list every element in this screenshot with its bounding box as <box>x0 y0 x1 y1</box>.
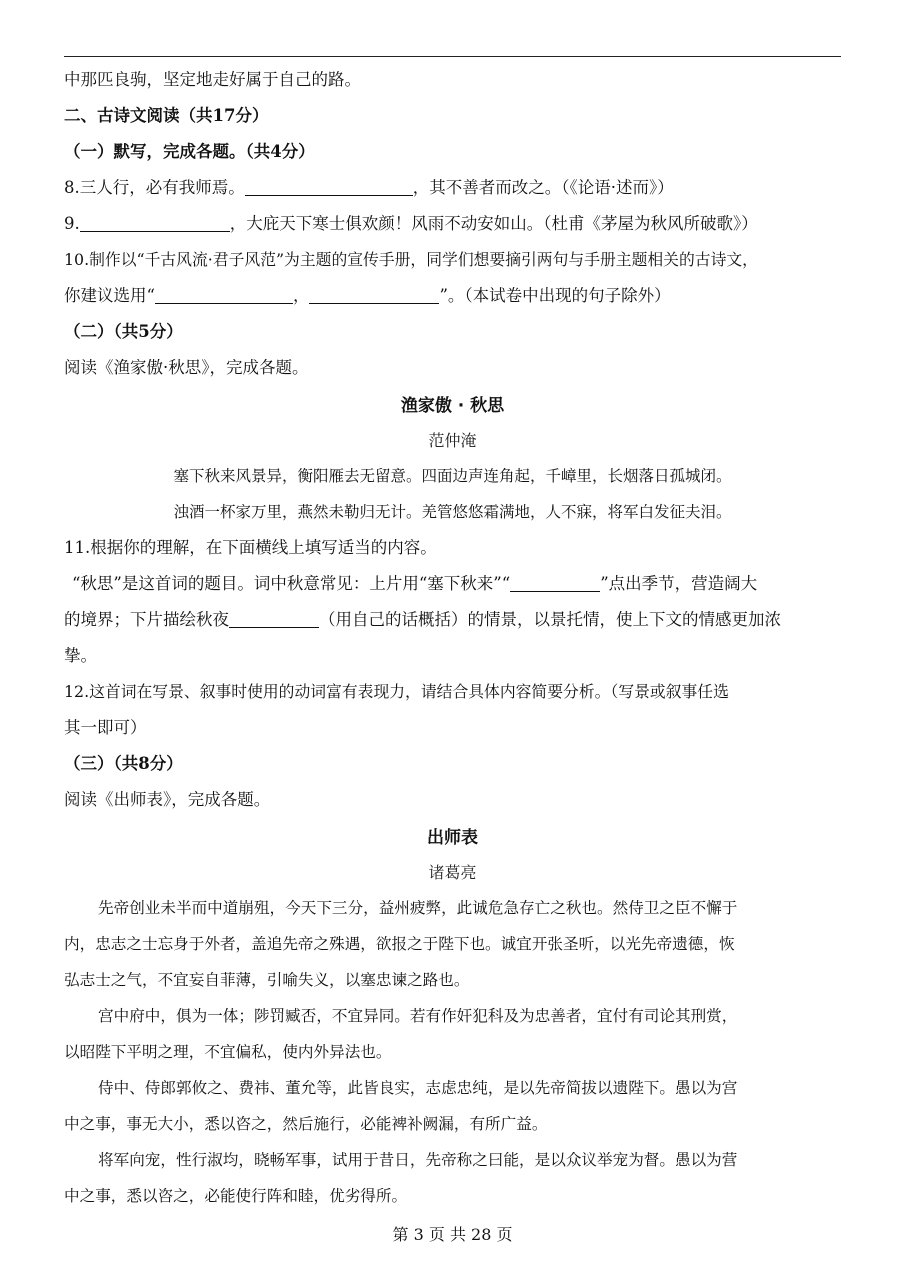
question-12-line1: 12.这首词在写景、叙事时使用的动词富有表现力，请结合具体内容简要分析。（写景或叙事任选 <box>64 682 729 701</box>
question-10-line2 <box>64 278 841 314</box>
question-text: ，其不善者而改之。（《论语·述而》） <box>412 178 674 197</box>
question-11: 11.根据你的理解，在下面横线上填写适当的内容。 <box>64 538 437 557</box>
section-heading: 二、古诗文阅读（共17分） <box>64 106 269 125</box>
text-line: 中那匹良驹，坚定地走好属于自己的路。 <box>64 70 361 89</box>
question-11-line3: 挚。 <box>64 646 97 665</box>
answer-blank[interactable] <box>80 213 230 232</box>
question-9 <box>64 206 841 242</box>
page-footer: 第 3 页 共 28 页 <box>392 1225 513 1244</box>
question-text: ， <box>292 286 310 305</box>
poem-line: 浊酒一杯家万里，燕然未勒归无计。羌管悠悠霜满地，人不寐，将军白发征夫泪。 <box>173 503 732 521</box>
question-10-line1: 10.制作以“千古风流·君子风范”为主题的宣传手册，同学们想要摘引两句与手册主题相关的古诗文， <box>64 250 758 269</box>
poem-line: 塞下秋来风景异，衡阳雁去无留意。四面边声连角起，千嶂里，长烟落日孤城闭。 <box>173 467 732 485</box>
question-text: 的境界；下片描绘秋夜 <box>64 610 229 629</box>
answer-blank[interactable] <box>309 285 439 304</box>
answer-blank[interactable] <box>510 573 600 592</box>
prose-line: 宫中府中，俱为一体；陟罚臧否，不宜异同。若有作奸犯科及为忠善者，宜付有司论其刑赏， <box>98 1007 738 1025</box>
answer-blank[interactable] <box>229 609 319 628</box>
question-text: 你建议选用“ <box>64 286 155 305</box>
answer-blank[interactable] <box>155 285 293 304</box>
header-rule <box>64 56 841 57</box>
question-text: ”。（本试卷中出现的句子除外） <box>439 286 671 305</box>
prose-line: 将军向宠，性行淑均，晓畅军事，试用于昔日，先帝称之曰能，是以众议举宠为督。愚以为营 <box>98 1151 738 1169</box>
question-text: ”点出季节，营造阔大 <box>600 574 758 593</box>
reading-instruction: 阅读《出师表》，完成各题。 <box>64 790 271 809</box>
prose-line: 先帝创业未半而中道崩殂，今天下三分，益州疲弊，此诚危急存亡之秋也。然侍卫之臣不懈于 <box>98 899 738 917</box>
question-11-line1 <box>64 566 841 602</box>
page-content <box>64 62 841 1214</box>
poem-title: 渔家傲 · 秋思 <box>400 396 505 416</box>
question-text: ，大庇天下寒士俱欢颜！风雨不动安如山。（杜甫《茅屋为秋风所破歌》） <box>229 214 758 233</box>
prose-line: 内，忠志之士忘身于外者，盖追先帝之殊遇，欲报之于陛下也。诚宜开张圣听，以光先帝遗德，恢 <box>64 935 735 953</box>
prose-author: 诸葛亮 <box>428 863 477 882</box>
prose-line: 侍中、侍郎郭攸之、费祎、董允等，此皆良实，志虑忠纯，是以先帝简拔以遗陛下。愚以为宫 <box>98 1079 738 1097</box>
answer-blank[interactable] <box>245 177 413 196</box>
reading-instruction: 阅读《渔家傲·秋思》，完成各题。 <box>64 358 309 377</box>
question-8 <box>64 170 841 206</box>
question-text: 8.三人行，必有我师焉。 <box>64 178 245 197</box>
prose-line: 中之事，悉以咨之，必能使行阵和睦，优劣得所。 <box>64 1187 408 1205</box>
prose-title: 出师表 <box>427 828 478 848</box>
part-heading: （二）（共5分） <box>64 322 183 341</box>
question-text: （用自己的话概括）的情景，以景托情，使上下文的情感更加浓 <box>319 610 781 629</box>
part-heading: （三）（共8分） <box>64 754 183 773</box>
part-heading: （一）默写，完成各题。（共4分） <box>64 142 315 161</box>
prose-line: 弘志士之气，不宜妄自菲薄，引喻失义，以塞忠谏之路也。 <box>64 971 470 989</box>
question-text: 9. <box>64 214 80 233</box>
prose-line: 以昭陛下平明之理，不宜偏私，使内外异法也。 <box>64 1043 392 1061</box>
poem-author: 范仲淹 <box>428 431 477 450</box>
question-11-line2 <box>64 602 841 638</box>
prose-line: 中之事，事无大小，悉以咨之，然后施行，必能裨补阙漏，有所广益。 <box>64 1115 548 1133</box>
question-text: “秋思”是这首词的题目。词中秋意常见：上片用“塞下秋来”“ <box>72 574 511 593</box>
question-12-line2: 其一即可） <box>64 718 147 737</box>
